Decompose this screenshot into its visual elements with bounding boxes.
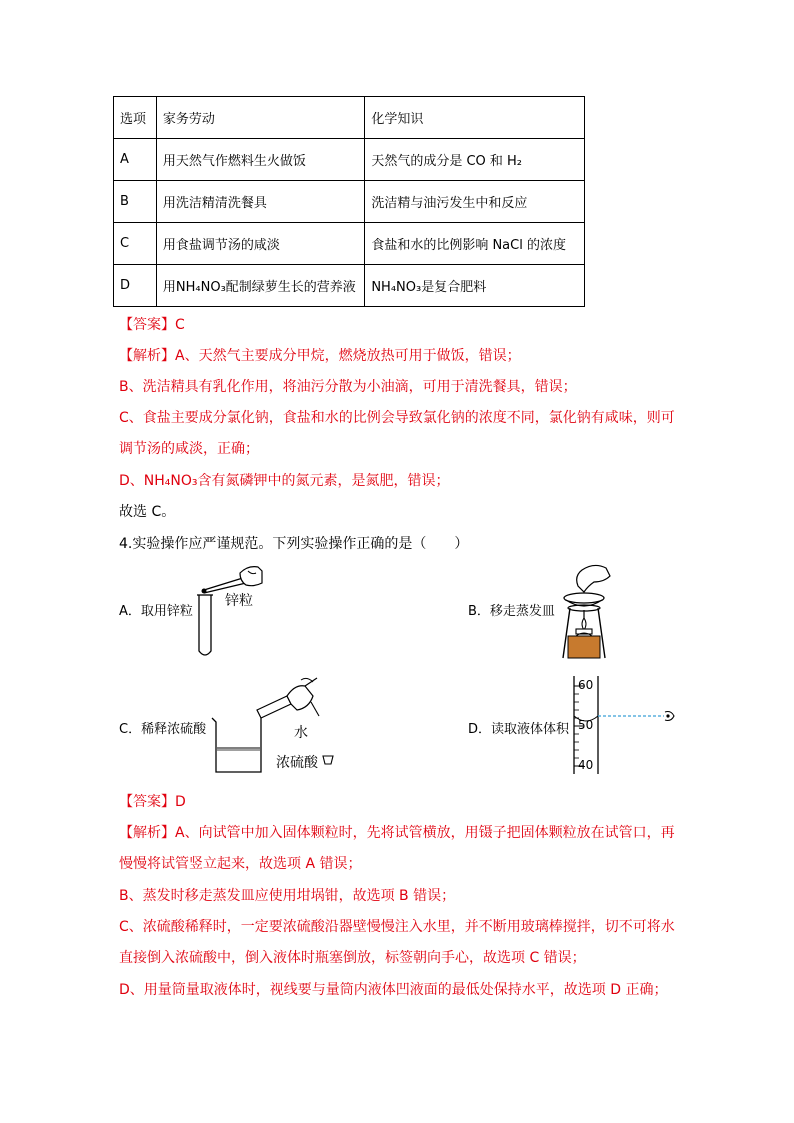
- table-cell-option: B: [114, 181, 157, 223]
- analysis-tag: 【解析】: [119, 348, 175, 364]
- table-cell-knowledge: 食盐和水的比例影响 NaCl 的浓度: [365, 223, 585, 265]
- table-cell-chore: 用NH₄NO₃配制绿萝生长的营养液: [156, 265, 364, 307]
- analysis-text: D、NH₄NO₃含有氮磷钾中的氮元素，是氮肥，错误；: [119, 473, 450, 489]
- answer-tag: 【答案】: [119, 794, 175, 810]
- option-a-label: A．取用锌粒: [119, 604, 193, 619]
- table-row: [114, 223, 585, 265]
- analysis-tag: 【解析】: [119, 825, 175, 841]
- table-header-cell: 家务劳动: [156, 97, 364, 139]
- table-cell-knowledge: NH₄NO₃是复合肥料: [365, 265, 585, 307]
- label-water: 水: [294, 725, 308, 741]
- table-row: [114, 139, 585, 181]
- figure-zinc-test-tube: [196, 561, 266, 661]
- table-cell-chore: 用食盐调节汤的咸淡: [156, 223, 364, 265]
- table-header-cell: 选项: [114, 97, 157, 139]
- table-header-row: [114, 97, 585, 139]
- q3-answer-line: [119, 315, 185, 335]
- table-cell-knowledge: 洗洁精与油污发生中和反应: [365, 181, 585, 223]
- table-row: [114, 181, 585, 223]
- q4-analysis-line: [119, 823, 675, 843]
- cylinder-tick-60: 60: [578, 678, 594, 692]
- table-cell-option: D: [114, 265, 157, 307]
- cylinder-tick-40: 40: [578, 758, 594, 772]
- table-header-cell: 化学知识: [365, 97, 585, 139]
- label-concentrated-acid: 浓硫酸: [276, 755, 318, 771]
- analysis-conclusion: 故选 C。: [119, 504, 176, 520]
- answer-value: D: [175, 794, 186, 810]
- analysis-text: A、天然气主要成分甲烷，燃烧放热可用于做饭，错误；: [175, 348, 521, 364]
- answer-value: C: [175, 317, 185, 333]
- analysis-text: 直接倒入浓硫酸中，倒入液体时瓶塞倒放，标签朝向手心，故选项 C 错误；: [119, 950, 586, 966]
- q3-analysis-line: [119, 346, 521, 366]
- table-cell-chore: 用天然气作燃料生火做饭: [156, 139, 364, 181]
- label-zinc: 锌粒: [225, 593, 253, 609]
- analysis-text: B、蒸发时移走蒸发皿应使用坩埚钳，故选项 B 错误；: [119, 888, 456, 904]
- table-cell-knowledge: 天然气的成分是 CO 和 H₂: [365, 139, 585, 181]
- stopper-icon: [322, 754, 334, 766]
- option-b-label: B．移走蒸发皿: [468, 604, 555, 619]
- answer-tag: 【答案】: [119, 317, 175, 333]
- option-d-label: D．读取液体体积: [468, 722, 570, 737]
- option-c-label: C．稀释浓硫酸: [119, 722, 207, 737]
- table-cell-chore: 用洗洁精清洗餐具: [156, 181, 364, 223]
- analysis-text: D、用量筒量取液体时，视线要与量筒内液体凹液面的最低处保持水平，故选项 D 正确；: [119, 982, 668, 998]
- analysis-text: 调节汤的咸淡，正确；: [119, 441, 259, 457]
- cylinder-tick-50: 50: [578, 718, 594, 732]
- question-table: [113, 96, 585, 307]
- analysis-text: C、浓硫酸稀释时，一定要浓硫酸沿器壁慢慢注入水里，并不断用玻璃棒搅拌，切不可将水: [119, 919, 675, 935]
- q4-answer-line: [119, 792, 186, 812]
- table-cell-option: A: [114, 139, 157, 181]
- table-row: [114, 265, 585, 307]
- analysis-text: B、洗洁精具有乳化作用，将油污分散为小油滴，可用于清洗餐具，错误；: [119, 379, 577, 395]
- analysis-text: C、食盐主要成分氯化钠，食盐和水的比例会导致氯化钠的浓度不同，氯化钠有咸味，则可: [119, 410, 675, 426]
- figure-evaporating-dish-stand: [560, 562, 612, 660]
- analysis-text: 慢慢将试管竖立起来，故选项 A 错误；: [119, 856, 362, 872]
- question-stem: 4.实验操作应严谨规范。下列实验操作正确的是（ ）: [119, 536, 469, 552]
- table-cell-option: C: [114, 223, 157, 265]
- analysis-text: A、向试管中加入固体颗粒时，先将试管横放，用镊子把固体颗粒放在试管口，再: [175, 825, 675, 841]
